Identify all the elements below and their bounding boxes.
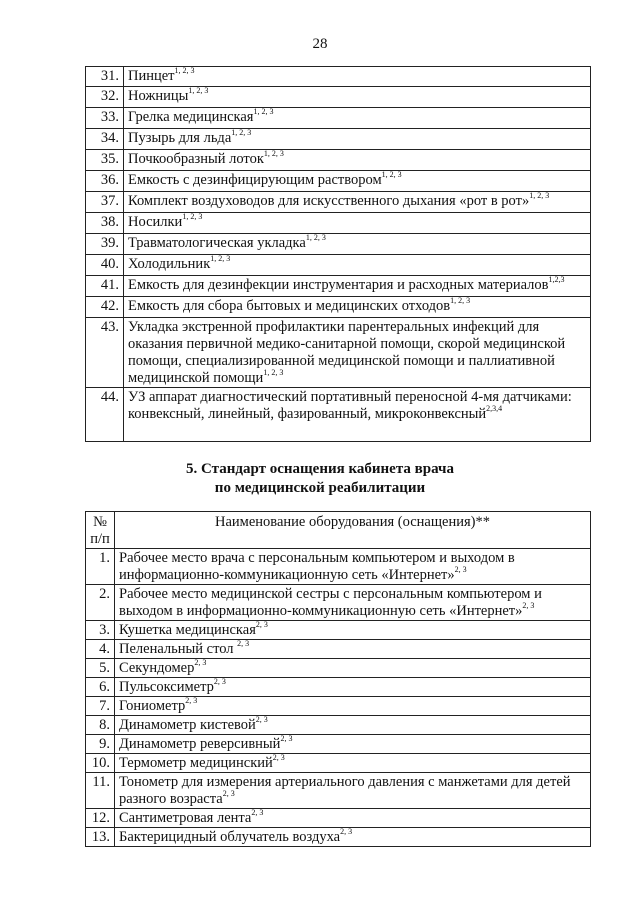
row-number: 10. xyxy=(86,754,115,773)
row-item-name xyxy=(115,549,591,585)
footnote-marker: 2, 3 xyxy=(255,620,268,629)
item-name-text: Динамометр кистевой xyxy=(119,717,256,733)
footnote-marker: 1, 2, 3 xyxy=(529,191,550,200)
row-item-name xyxy=(124,213,591,234)
row-number: 4. xyxy=(86,640,115,659)
table-row xyxy=(86,678,591,697)
footnote-marker: 1, 2, 3 xyxy=(188,86,209,95)
row-number: 38. xyxy=(86,213,124,234)
table-row xyxy=(86,716,591,735)
table-row xyxy=(86,234,591,255)
footnote-marker: 1, 2, 3 xyxy=(174,66,195,75)
table-row xyxy=(86,255,591,276)
item-name-text: Укладка экстренной профилактики парентеральных инфекций для оказания первичной медико-санитарной помощи, скорой медицинской помощи, специализированной медицинской помощи и паллиативной медицинской помощи xyxy=(128,319,566,386)
table-row xyxy=(86,697,591,716)
row-item-name xyxy=(115,585,591,621)
row-number: 41. xyxy=(86,276,124,297)
table-row xyxy=(86,773,591,809)
row-number: 33. xyxy=(86,108,124,129)
header-name: Наименование оборудования (оснащения)** xyxy=(115,512,591,549)
table-row xyxy=(86,388,591,442)
table-row xyxy=(86,129,591,150)
table-row xyxy=(86,171,591,192)
footnote-marker: 2, 3 xyxy=(222,789,235,798)
row-number: 1. xyxy=(86,549,115,585)
footnote-marker: 2, 3 xyxy=(213,677,226,686)
row-number: 11. xyxy=(86,773,115,809)
item-name-text: Пинцет xyxy=(128,68,175,84)
row-item-name xyxy=(124,67,591,87)
footnote-marker: 2, 3 xyxy=(194,658,207,667)
footnote-marker: 2, 3 xyxy=(522,601,535,610)
item-name-text: УЗ аппарат диагностический портативный переносной 4-мя датчиками: конвексный, линейный, фазированный, микроконвексный xyxy=(128,389,572,422)
item-name-text: Травматологическая укладка xyxy=(128,235,306,251)
row-number: 6. xyxy=(86,678,115,697)
row-item-name xyxy=(115,621,591,640)
table-row xyxy=(86,809,591,828)
row-item-name xyxy=(115,754,591,773)
row-item-name xyxy=(115,809,591,828)
footnote-marker: 1, 2, 3 xyxy=(231,128,252,137)
row-item-name xyxy=(124,129,591,150)
item-name-text: Бактерицидный облучатель воздуха xyxy=(119,829,341,845)
row-number: 9. xyxy=(86,735,115,754)
row-item-name xyxy=(115,659,591,678)
row-number: 39. xyxy=(86,234,124,255)
footnote-marker: 2,3,4 xyxy=(486,404,503,413)
item-name-text: Холодильник xyxy=(128,256,211,272)
table-row xyxy=(86,213,591,234)
row-number: 7. xyxy=(86,697,115,716)
table-row xyxy=(86,621,591,640)
footnote-marker: 1, 2, 3 xyxy=(263,149,284,158)
row-item-name xyxy=(124,318,591,388)
item-name-text: Гониометр xyxy=(119,698,186,714)
item-name-text: Почкообразный лоток xyxy=(128,151,264,167)
row-number: 34. xyxy=(86,129,124,150)
table-row xyxy=(86,659,591,678)
table-row xyxy=(86,828,591,847)
item-name-text: Грелка медицинская xyxy=(128,109,254,125)
footnote-marker: 2, 3 xyxy=(185,696,198,705)
row-item-name xyxy=(124,388,591,442)
table-header-row xyxy=(86,512,591,549)
row-item-name xyxy=(115,640,591,659)
row-item-name xyxy=(124,171,591,192)
row-number: 35. xyxy=(86,150,124,171)
header-number-line-1: № xyxy=(93,514,107,530)
row-item-name xyxy=(115,773,591,809)
item-name-text: Секундомер xyxy=(119,660,195,676)
row-number: 43. xyxy=(86,318,124,388)
footnote-marker: 2, 3 xyxy=(251,808,264,817)
table-row xyxy=(86,150,591,171)
equipment-table-continued xyxy=(85,66,591,442)
item-name-text: Сантиметровая лента xyxy=(119,810,252,826)
item-name-text: Комплект воздуховодов для искусственного дыхания «рот в рот» xyxy=(128,193,530,209)
table-row xyxy=(86,549,591,585)
row-number: 32. xyxy=(86,87,124,108)
item-name-text: Динамометр реверсивный xyxy=(119,736,281,752)
item-name-text: Тонометр для измерения артериального давления с манжетами для детей разного возраста xyxy=(119,774,571,807)
row-item-name xyxy=(124,150,591,171)
row-number: 3. xyxy=(86,621,115,640)
row-number: 42. xyxy=(86,297,124,318)
table-row xyxy=(86,318,591,388)
row-item-name xyxy=(124,87,591,108)
footnote-marker: 2, 3 xyxy=(237,639,250,648)
section-title-line-1: 5. Стандарт оснащения кабинета врача xyxy=(186,461,454,477)
table-row xyxy=(86,754,591,773)
footnote-marker: 1, 2, 3 xyxy=(263,368,284,377)
footnote-marker: 2, 3 xyxy=(454,565,467,574)
item-name-text: Емкость для дезинфекции инструментария и расходных материалов xyxy=(128,277,549,293)
item-name-text: Рабочее место медицинской сестры с персональным компьютером и выходом в информационно-коммуникационную сеть «Интернет» xyxy=(119,586,542,619)
row-number: 44. xyxy=(86,388,124,442)
rehab-table-body xyxy=(86,549,591,847)
row-number: 8. xyxy=(86,716,115,735)
table-row xyxy=(86,87,591,108)
equipment-table-body xyxy=(86,67,591,442)
header-number-line-2: п/п xyxy=(90,531,110,547)
item-name-text: Емкость с дезинфицирующим раствором xyxy=(128,172,382,188)
row-number: 37. xyxy=(86,192,124,213)
table-row xyxy=(86,67,591,87)
table-row xyxy=(86,297,591,318)
item-name-text: Кушетка медицинская xyxy=(119,622,256,638)
footnote-marker: 1,2,3 xyxy=(548,275,565,284)
header-number xyxy=(86,512,115,549)
section-title-line-2: по медицинской реабилитации xyxy=(214,480,426,496)
footnote-marker: 2, 3 xyxy=(340,827,353,836)
footnote-marker: 2, 3 xyxy=(272,753,285,762)
footnote-marker: 1, 2, 3 xyxy=(305,233,326,242)
footnote-marker: 2, 3 xyxy=(255,715,268,724)
row-number: 12. xyxy=(86,809,115,828)
rehab-equipment-table xyxy=(85,511,591,847)
row-number: 5. xyxy=(86,659,115,678)
row-item-name xyxy=(124,255,591,276)
table-row xyxy=(86,640,591,659)
row-item-name xyxy=(124,276,591,297)
row-item-name xyxy=(115,678,591,697)
item-name-text: Ножницы xyxy=(128,88,189,104)
row-item-name xyxy=(115,735,591,754)
footnote-marker: 1, 2, 3 xyxy=(182,212,203,221)
table-row xyxy=(86,108,591,129)
footnote-marker: 1, 2, 3 xyxy=(253,107,274,116)
item-name-text: Пульсоксиметр xyxy=(119,679,214,695)
item-name-text: Носилки xyxy=(128,214,183,230)
table-row xyxy=(86,192,591,213)
item-name-text: Пузырь для льда xyxy=(128,130,232,146)
table-row xyxy=(86,585,591,621)
item-name-text: Рабочее место врача с персональным компьютером и выходом в информационно-коммуникационную сеть «Интернет» xyxy=(119,550,515,583)
table-row xyxy=(86,735,591,754)
item-name-text: Емкость для сбора бытовых и медицинских отходов xyxy=(128,298,451,314)
row-number: 36. xyxy=(86,171,124,192)
row-item-name xyxy=(115,697,591,716)
row-item-name xyxy=(124,234,591,255)
row-number: 2. xyxy=(86,585,115,621)
row-number: 13. xyxy=(86,828,115,847)
row-item-name xyxy=(124,108,591,129)
row-item-name xyxy=(115,716,591,735)
footnote-marker: 1, 2, 3 xyxy=(450,296,471,305)
footnote-marker: 1, 2, 3 xyxy=(381,170,402,179)
section-title xyxy=(0,460,640,498)
row-number: 40. xyxy=(86,255,124,276)
row-item-name xyxy=(115,828,591,847)
footnote-marker: 2, 3 xyxy=(280,734,293,743)
page-number: 28 xyxy=(312,36,328,52)
item-name-text: Термометр медицинский xyxy=(119,755,273,771)
row-item-name xyxy=(124,192,591,213)
item-name-text: Пеленальный стол xyxy=(119,641,238,657)
row-item-name xyxy=(124,297,591,318)
footnote-marker: 1, 2, 3 xyxy=(210,254,231,263)
table-row xyxy=(86,276,591,297)
row-number: 31. xyxy=(86,67,124,87)
